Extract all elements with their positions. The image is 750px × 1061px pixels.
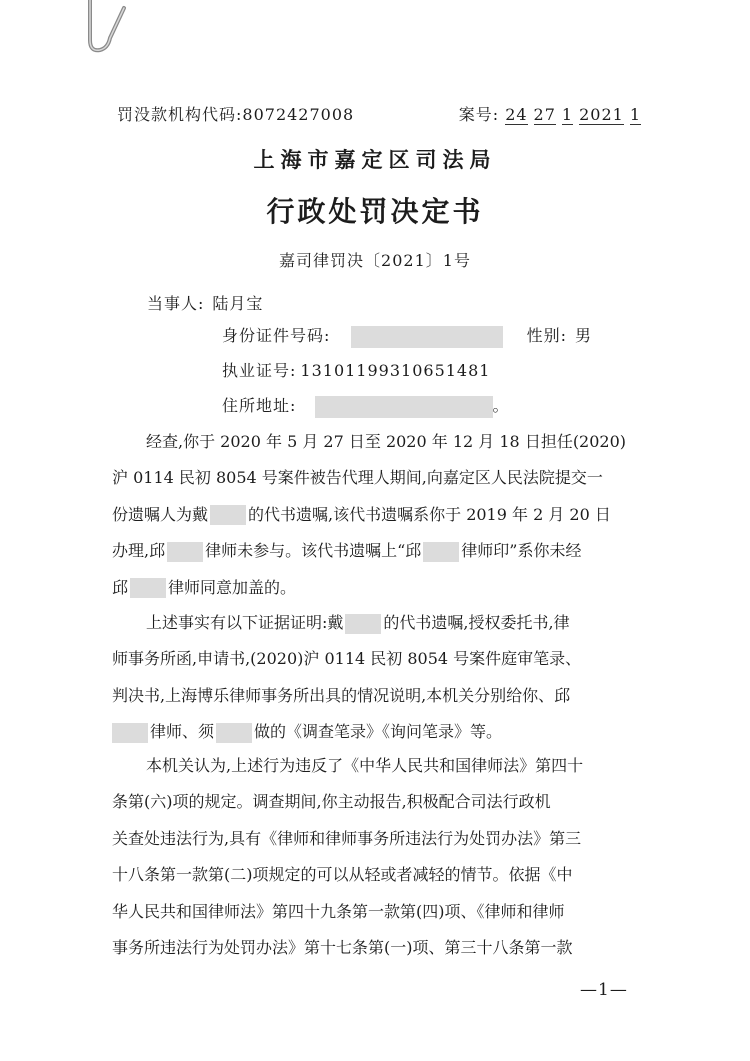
name-redacted <box>167 542 203 562</box>
party-label: 当事人: <box>147 294 205 313</box>
paper-clip-icon <box>78 0 138 62</box>
document-title: 行政处罚决定书 <box>266 195 484 228</box>
gender-value: 男 <box>575 326 593 345</box>
name-redacted <box>216 723 252 743</box>
name-redacted <box>210 505 246 525</box>
document-number: 嘉司律罚决〔2021〕1号 <box>279 251 471 270</box>
office-name: 上海市嘉定区司法局 <box>253 147 497 172</box>
paragraph-line: 十八条第一款第(二)项规定的可以从轻或者减轻的情节。依据《中 <box>112 865 573 885</box>
name-redacted <box>112 723 148 743</box>
paragraph-line: 邱 <box>112 577 129 597</box>
paragraph-line: 关查处违法行为,具有《律师和律师事务所违法行为处罚办法》第三 <box>112 828 582 848</box>
paragraph-line: 上述事实有以下证据证明:戴 <box>146 613 344 632</box>
case-number-part: 1 <box>561 105 574 124</box>
paragraph-line: 的代书遗嘱,授权委托书,律 <box>383 613 570 632</box>
paragraph-line: 事务所违法行为处罚办法》第十七条第(一)项、第三十八条第一款 <box>112 937 573 957</box>
paragraph-line: 条第(六)项的规定。调查期间,你主动报告,积极配合司法行政机 <box>112 792 551 812</box>
id-number-row <box>222 323 592 348</box>
case-number-part: 24 <box>505 105 528 124</box>
penalty-code-value: 8072427008 <box>242 105 355 124</box>
paragraph-line: 本机关认为,上述行为违反了《中华人民共和国律师法》第四十 <box>146 756 584 775</box>
party-name-row <box>147 291 263 314</box>
paragraph-line: 份遗嘱人为戴 <box>112 504 209 524</box>
name-redacted <box>423 542 459 562</box>
license-number: 13101199310651481 <box>300 361 491 380</box>
paragraph-line: 经查,你于 2020 年 5 月 27 日至 2020 年 12 月 18 日担任(2020) <box>146 432 627 451</box>
paragraph-line: 华人民共和国律师法》第四十九条第一款第(四)项、《律师和律师 <box>112 901 565 921</box>
paragraph-line: 做的《调查笔录》《询问笔录》等。 <box>254 722 503 742</box>
case-number-label: 案号: <box>458 105 500 124</box>
penalty-code-label: 罚没款机构代码: <box>117 105 243 124</box>
case-number-part: 1 <box>629 105 641 124</box>
paragraph-facts <box>112 424 640 606</box>
page-number: —1— <box>580 980 628 1000</box>
gender-label: 性别: <box>526 326 567 345</box>
address-end: 。 <box>492 396 510 415</box>
license-row <box>222 358 490 381</box>
name-redacted <box>345 614 381 634</box>
id-number-label: 身份证件号码: <box>222 326 331 345</box>
id-number-redacted <box>351 326 503 348</box>
address-row <box>222 393 510 418</box>
paragraph-line: 律师、须 <box>150 722 215 742</box>
document-header <box>117 102 641 128</box>
paragraph-line: 判决书,上海博乐律师事务所出具的情况说明,本机关分别给你、邱 <box>112 685 571 705</box>
paragraph-line: 律师同意加盖的。 <box>168 577 297 597</box>
license-label: 执业证号: <box>222 361 297 380</box>
paragraph-line: 律师未参与。该代书遗嘱上“邱 <box>205 541 422 561</box>
paragraph-line: 律师印”系你未经 <box>461 541 582 561</box>
paragraph-line: 师事务所函,申请书,(2020)沪 0114 民初 8054 号案件庭审笔录、 <box>112 649 582 669</box>
paragraph-ruling <box>112 748 640 966</box>
address-label: 住所地址: <box>222 396 297 415</box>
paragraph-evidence <box>112 605 640 751</box>
paragraph-line: 沪 0114 民初 8054 号案件被告代理人期间,向嘉定区人民法院提交一 <box>112 468 603 488</box>
penalty-code <box>117 102 354 125</box>
paragraph-line: 办理,邱 <box>112 541 166 561</box>
paragraph-line: 的代书遗嘱,该代书遗嘱系你于 2019 年 2 月 20 日 <box>248 504 611 524</box>
address-redacted <box>315 396 493 418</box>
party-name: 陆月宝 <box>212 294 264 313</box>
case-number-part: 2021 <box>579 105 624 124</box>
case-number <box>459 102 641 125</box>
case-number-part: 27 <box>533 105 556 124</box>
name-redacted <box>130 578 166 598</box>
